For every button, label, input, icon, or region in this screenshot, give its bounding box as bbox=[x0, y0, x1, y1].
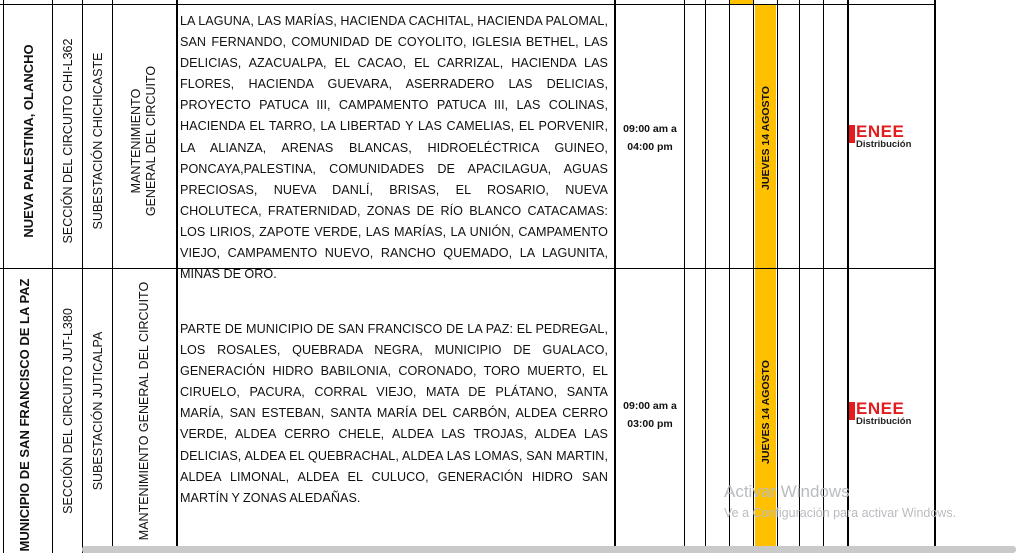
col-line bbox=[799, 0, 800, 553]
enee-logo-brand: ENEE bbox=[856, 399, 905, 418]
affected-areas-cell: PARTE DE MUNICIPIO DE SAN FRANCISCO DE LA PAZ: EL PEDREGAL, LOS ROSALES, QUEBRADA NEGRA, MUNICIPIO DE GUALACO, GENERACIÓN HIDRO BABILONIA, CORONADO, TORO MUERTO, EL CIRUELO, PACURA, CORRAL VIEJO, MATA DE PLÁTANO, SANTA MARÍA, SAN ESTEBAN, SANTA MARÍA DEL CARBÓN, ALDEA CERRO VERDE, ALDEA CERRO CHELE, ALDEA LAS TROJAS, ALDEA LAS DELICIAS, ALDEA EL QUEBRACHAL, ALDEA LAS LOMAS, SAN MARTIN, ALDEA LIMONAL, ALDEA EL CULUCO, GENERACIÓN HIDRO SAN MARTÍN Y ZONAS ALEDAÑAS. bbox=[180, 322, 608, 505]
circuit-cell: SECCIÓN DEL CIRCUITO JUT-L380 bbox=[60, 308, 75, 514]
enee-logo-mark bbox=[849, 402, 855, 420]
enee-logo-brand: ENEE bbox=[856, 122, 905, 141]
col-line bbox=[684, 0, 685, 553]
time-range-cell bbox=[617, 120, 683, 156]
time-start: 09:00 am a bbox=[623, 123, 677, 135]
col-line bbox=[615, 0, 616, 553]
date-cell: JUEVES 14 AGOSTO bbox=[759, 360, 772, 464]
time-range-cell bbox=[617, 397, 683, 433]
municipality-cell: NUEVA PALESTINA, OLANCHO bbox=[21, 44, 37, 238]
col-line bbox=[823, 0, 824, 553]
activation-watermark-subtitle: Ve a Configuración para activar Windows. bbox=[724, 506, 957, 520]
enee-logo-sub: Distribución bbox=[856, 139, 912, 150]
col-line bbox=[848, 0, 849, 553]
municipality-cell: MUNICIPIO DE SAN FRANCISCO DE LA PAZ bbox=[17, 278, 33, 552]
horizontal-scrollbar[interactable] bbox=[82, 546, 1016, 553]
col-line bbox=[777, 0, 778, 553]
row-divider-top bbox=[0, 4, 936, 5]
date-cell: JUEVES 14 AGOSTO bbox=[759, 86, 772, 190]
activation-watermark-title: Activar Windows bbox=[724, 482, 850, 501]
circuit-cell: SECCIÓN DEL CIRCUITO CHI-L362 bbox=[60, 38, 75, 244]
col-line bbox=[705, 0, 706, 553]
enee-logo bbox=[849, 124, 911, 150]
work-type-cell: MANTENIMIENTO GENERAL DEL CIRCUITO bbox=[129, 65, 158, 217]
col-line bbox=[729, 0, 730, 553]
col-line bbox=[177, 0, 178, 553]
time-start: 09:00 am a bbox=[623, 400, 677, 412]
time-end: 03:00 pm bbox=[627, 418, 673, 430]
substation-cell: SUBESTACIÓN JUTICALPA bbox=[90, 331, 105, 491]
work-type-cell: MANTENIMIENTO GENERAL DEL CIRCUITO bbox=[136, 281, 151, 541]
col-line bbox=[935, 0, 936, 553]
enee-logo-sub: Distribución bbox=[856, 416, 912, 427]
enee-logo-mark bbox=[849, 125, 855, 143]
affected-areas-cell: LA LAGUNA, LAS MARÍAS, HACIENDA CACHITAL, HACIENDA PALOMAL, SAN FERNANDO, COMUNIDAD DE COYOLITO, IGLESIA BETHEL, LAS DELICIAS, AZACUALPA, EL CACAO, EL CARRIZAL, HACIENDA LAS FLORES, HACIENDA GUEVARA, ASERRADERO LAS DELICIAS, PROYECTO PATUCA III, CAMPAMENTO PATUCA III, LAS COLINAS, HACIENDA EL TARRO, LA LIBERTAD Y LAS CAMELIAS, EL PORVENIR, LA ALIANZA, ARENAS BLANCAS, HIDROELÉCTRICA GUINEO, PONCAYA,PALESTINA, COMUNIDADES DE APACILAGUA, AGUAS PRECIOSAS, NUEVA DANLÍ, BRISAS, EL ROSARIO, NUEVA CHOLUTECA, FRATERNIDAD, ZONAS DE RÍO BLANCO CATACAMAS: LOS LIRIOS, ZAPOTE VERDE, LAS MARÍAS, LA UNIÓN, CAMPAMENTO VIEJO, CAMPAMENTO NUEVO, RANCHO QUEMADO, LA LAGUNITA, MINAS DE ORO. bbox=[180, 14, 608, 282]
time-end: 04:00 pm bbox=[627, 141, 673, 153]
substation-cell: SUBESTACIÓN CHICHICASTE bbox=[90, 52, 105, 230]
enee-logo bbox=[849, 401, 911, 427]
col-line bbox=[753, 0, 754, 553]
